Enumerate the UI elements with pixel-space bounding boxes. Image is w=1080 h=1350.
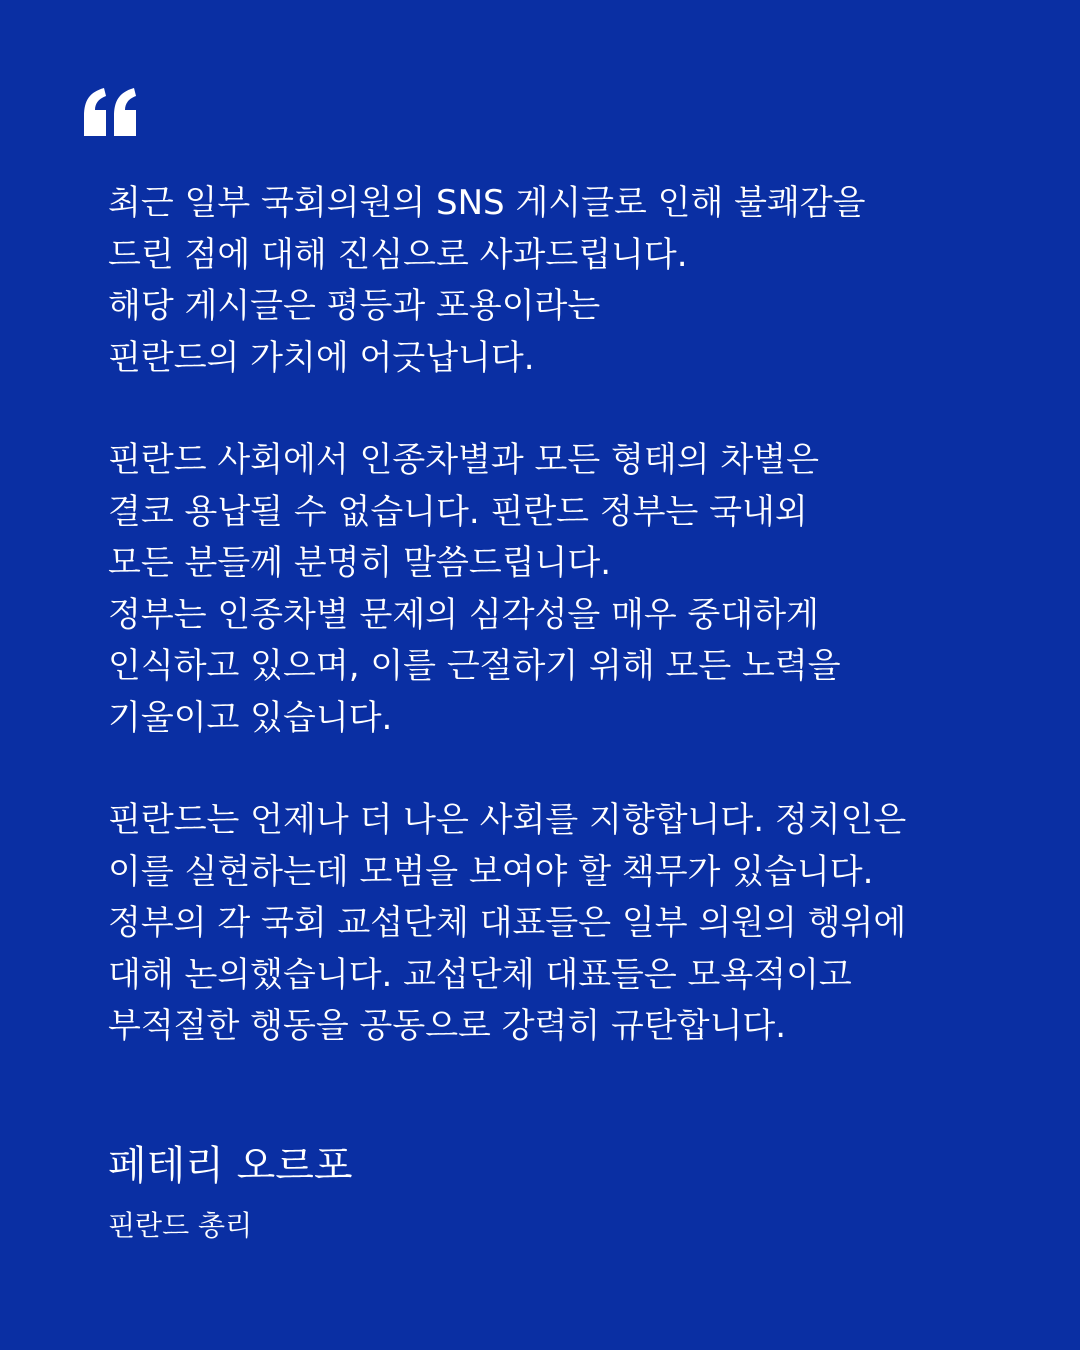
statement-line: 드린 점에 대해 진심으로 사과드립니다. bbox=[108, 234, 688, 275]
statement-line: 최근 일부 국회의원의 SNS 게시글로 인해 불쾌감을 bbox=[108, 183, 866, 223]
statement-line: 핀란드의 가치에 어긋납니다. bbox=[108, 337, 535, 378]
statement-line: 이를 실현하는데 모범을 보여야 할 책무가 있습니다. bbox=[108, 851, 874, 892]
statement-line: 결코 용납될 수 없습니다. 핀란드 정부는 국내외 bbox=[108, 491, 808, 532]
statement-paragraph-1 bbox=[108, 178, 1008, 384]
statement-line: 인식하고 있으며, 이를 근절하기 위해 모든 노력을 bbox=[108, 646, 841, 686]
statement-paragraph-2 bbox=[108, 435, 1008, 744]
statement-line: 대해 논의했습니다. 교섭단체 대표들은 모욕적이고 bbox=[108, 954, 852, 995]
statement-line: 모든 분들께 분명히 말씀드립니다. bbox=[108, 543, 612, 583]
statement-line: 기울이고 있습니다. bbox=[108, 697, 393, 738]
statement-paragraph-3 bbox=[108, 795, 1008, 1053]
quotation-mark-icon bbox=[80, 70, 140, 140]
statement-line: 해당 게시글은 평등과 포용이라는 bbox=[108, 286, 601, 326]
statement-line: 핀란드 사회에서 인종차별과 모든 형태의 차별은 bbox=[108, 440, 819, 480]
signatory-title: 핀란드 총리 bbox=[108, 1209, 253, 1242]
signatory-name: 페테리 오르포 bbox=[108, 1143, 353, 1189]
statement-line: 정부의 각 국회 교섭단체 대표들은 일부 의원의 행위에 bbox=[108, 903, 907, 943]
statement-line: 핀란드는 언제나 더 나은 사회를 지향합니다. 정치인은 bbox=[108, 800, 907, 840]
statement-line: 부적절한 행동을 공동으로 강력히 규탄합니다. bbox=[108, 1006, 787, 1046]
statement-body bbox=[108, 178, 1008, 1104]
statement-line: 정부는 인종차별 문제의 심각성을 매우 중대하게 bbox=[108, 594, 819, 635]
signature-block bbox=[108, 1138, 353, 1246]
